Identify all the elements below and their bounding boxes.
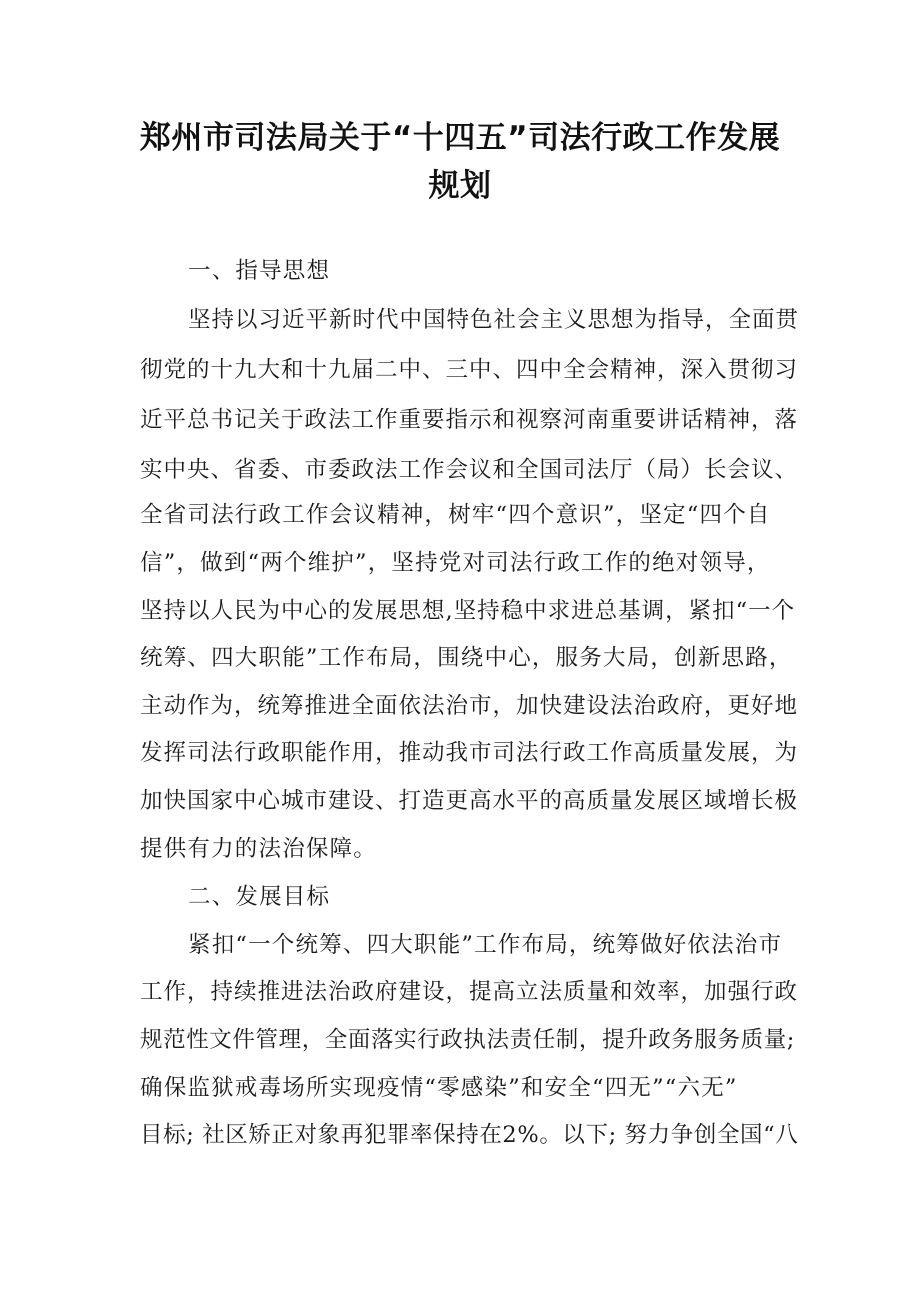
paragraph-line: 紧扣“一个统筹、四大职能”工作布局，统筹做好依法治市 (188, 932, 783, 958)
paragraph-line: 信”，做到“两个维护”，坚持党对司法行政工作的绝对领导， (140, 550, 771, 576)
paragraph-line: 规范性文件管理，全面落实行政执法责任制，提升政务服务质量; (140, 1027, 795, 1053)
paragraph-line: 确保监狱戒毒场所实现疫情“零感染”和安全“四无”“六无” (140, 1075, 738, 1101)
document-title-line-1: 郑州市司法局关于“十四五”司法行政工作发展 (139, 120, 781, 156)
section-heading-development-goals: 二、发展目标 (188, 884, 331, 910)
document-title-line-2: 规划 (428, 168, 492, 204)
paragraph-line: 发挥司法行政职能作用，推动我市司法行政工作高质量发展，为 (140, 740, 799, 766)
paragraph-line: 彻党的十九大和十九届二中、三中、四中全会精神，深入贯彻习 (140, 357, 799, 383)
paragraph-line: 坚持以习近平新时代中国特色社会主义思想为指导，全面贯 (188, 307, 800, 333)
paragraph-line: 加快国家中心城市建设、打造更高水平的高质量发展区域增长极 (140, 788, 799, 814)
section-heading-guiding-ideology: 一、指导思想 (188, 258, 331, 284)
paragraph-line: 统筹、四大职能”工作布局，围绕中心，服务大局，创新思路， (140, 645, 793, 671)
paragraph-line: 提供有力的法治保障。 (140, 836, 378, 862)
paragraph-line: 工作，持续推进法治政府建设，提高立法质量和效率，加强行政 (140, 979, 799, 1005)
paragraph-line: 主动作为，统筹推进全面依法治市，加快建设法治政府，更好地 (140, 693, 799, 719)
paragraph-line: 近平总书记关于政法工作重要指示和视察河南重要讲话精神，落 (140, 407, 799, 433)
paragraph-line: 目标; 社区矫正对象再犯罪率保持在2%。以下; 努力争创全国“八 (140, 1122, 799, 1148)
paragraph-line: 实中央、省委、市委政法工作会议和全国司法厅（局）长会议、 (140, 457, 799, 483)
paragraph-line: 全省司法行政工作会议精神，树牢“四个意识”，坚定“四个自 (140, 502, 771, 528)
paragraph-line: 坚持以人民为中心的发展思想,坚持稳中求进总基调，紧扣“一个 (140, 598, 796, 624)
